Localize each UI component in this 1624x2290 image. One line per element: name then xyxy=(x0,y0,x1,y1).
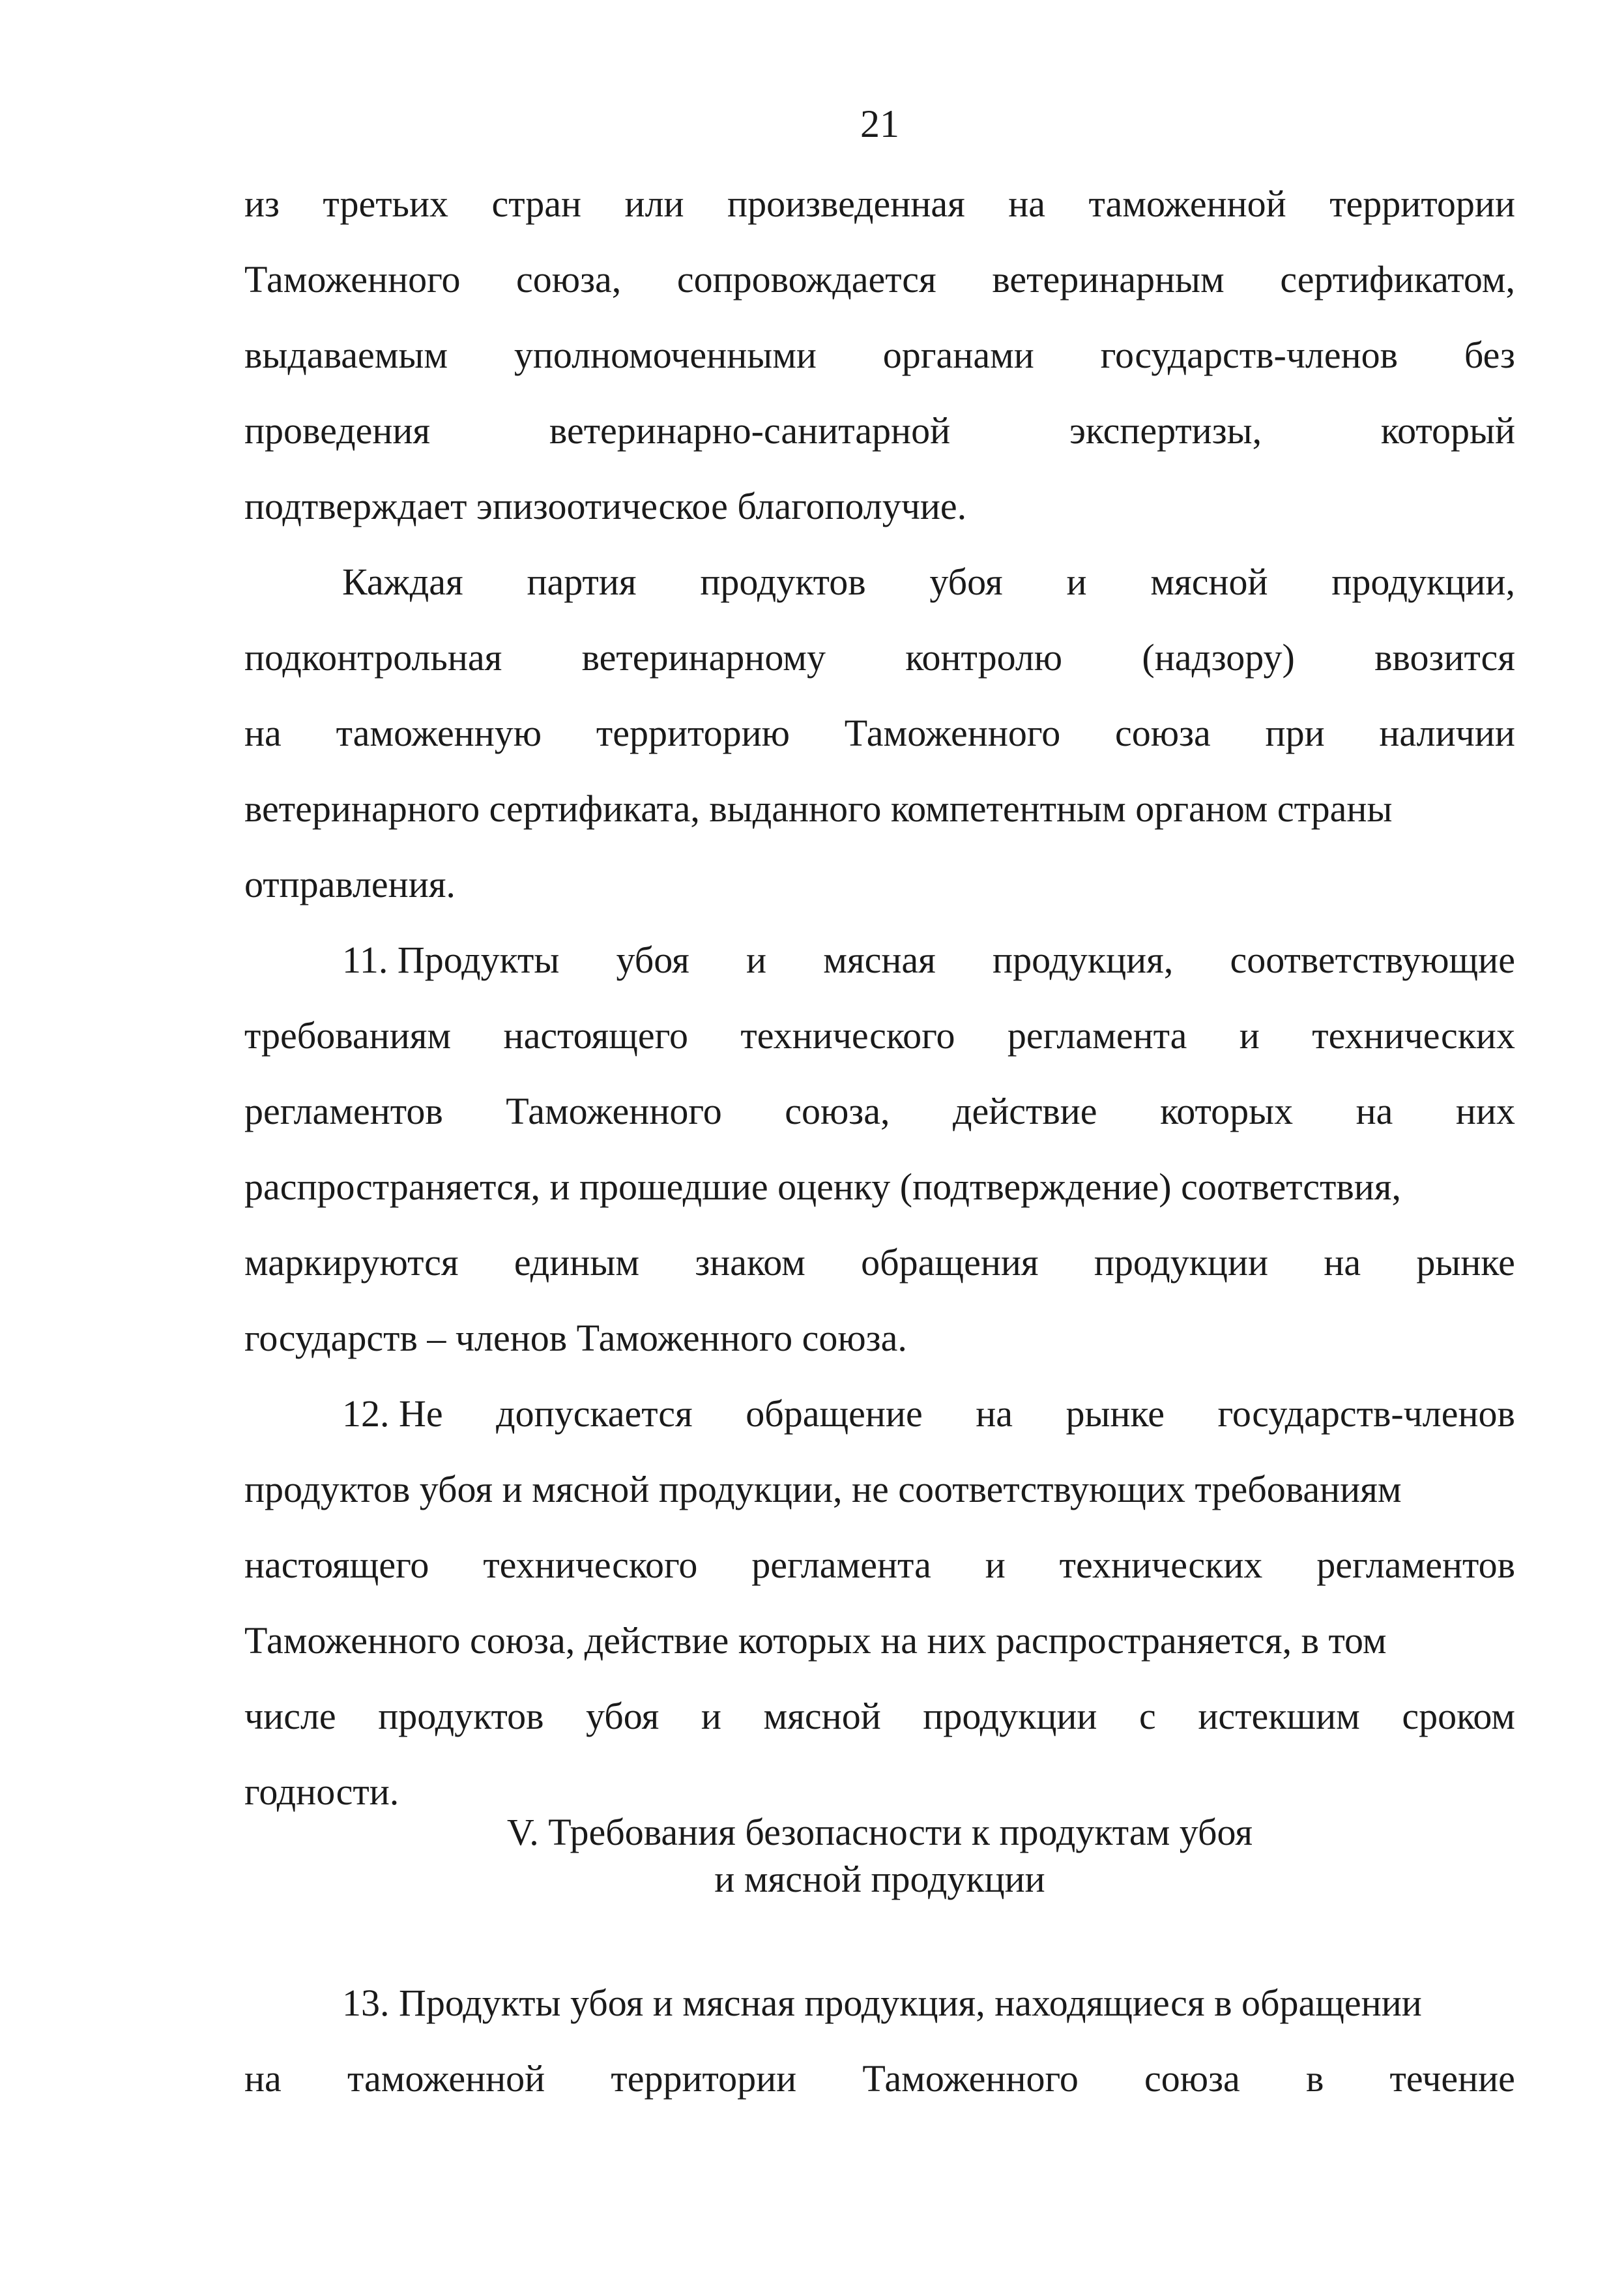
text-line: годности. xyxy=(244,1770,399,1813)
text-line: распространяется, и прошедшие оценку (подтверждение) соответствия, xyxy=(244,1166,1401,1208)
text-line: 12. Не допускается обращение на рынке государств-членов xyxy=(342,1392,1515,1435)
text-line: Каждая партия продуктов убоя и мясной продукции, xyxy=(342,561,1515,603)
text-line: выдаваемым уполномоченными органами государств-членов без xyxy=(244,334,1515,376)
text-line: настоящего технического регламента и технических регламентов xyxy=(244,1544,1515,1586)
text-line: маркируются единым знаком обращения продукции на рынке xyxy=(244,1241,1515,1284)
text-line: числе продуктов убоя и мясной продукции с истекшим сроком xyxy=(244,1695,1515,1737)
text-line: требованиям настоящего технического регламента и технических xyxy=(244,1014,1515,1057)
text-line: 11. Продукты убоя и мясная продукция, соответствующие xyxy=(342,939,1515,981)
text-line: ветеринарного сертификата, выданного компетентным органом страны xyxy=(244,787,1393,830)
paragraph xyxy=(244,544,1515,922)
body-text xyxy=(244,166,1515,1830)
paragraph-continuation xyxy=(244,166,1515,544)
paragraph-item-12 xyxy=(244,1376,1515,1830)
page-number: 21 xyxy=(860,102,899,145)
text-line: подконтрольная ветеринарному контролю (надзору) ввозится xyxy=(244,636,1515,679)
text-line: отправления. xyxy=(244,863,456,905)
text-line: на таможенную территорию Таможенного союза при наличии xyxy=(244,712,1515,754)
text-line: проведения ветеринарно-санитарной экспертизы, который xyxy=(244,409,1515,452)
text-line: Таможенного союза, сопровождается ветеринарным сертификатом, xyxy=(244,258,1515,301)
text-line: продуктов убоя и мясной продукции, не соответствующих требованиям xyxy=(244,1468,1402,1510)
section-heading xyxy=(456,1809,1303,1903)
paragraph-item-11 xyxy=(244,922,1515,1376)
text-line: регламентов Таможенного союза, действие которых на них xyxy=(244,1090,1515,1132)
text-line: Таможенного союза, действие которых на них распространяется, в том xyxy=(244,1619,1387,1662)
section-heading-line: и мясной продукции xyxy=(714,1858,1045,1900)
text-line: из третьих стран или произведенная на таможенной территории xyxy=(244,183,1515,225)
section-heading-line: V. Требования безопасности к продуктам убоя xyxy=(506,1811,1253,1853)
text-line: на таможенной территории Таможенного союза в течение xyxy=(244,2057,1515,2100)
text-line: государств – членов Таможенного союза. xyxy=(244,1317,907,1359)
text-line: подтверждает эпизоотическое благополучие. xyxy=(244,485,967,527)
paragraph-item-13 xyxy=(244,1965,1515,2117)
text-line: 13. Продукты убоя и мясная продукция, находящиеся в обращении xyxy=(342,1982,1422,2024)
